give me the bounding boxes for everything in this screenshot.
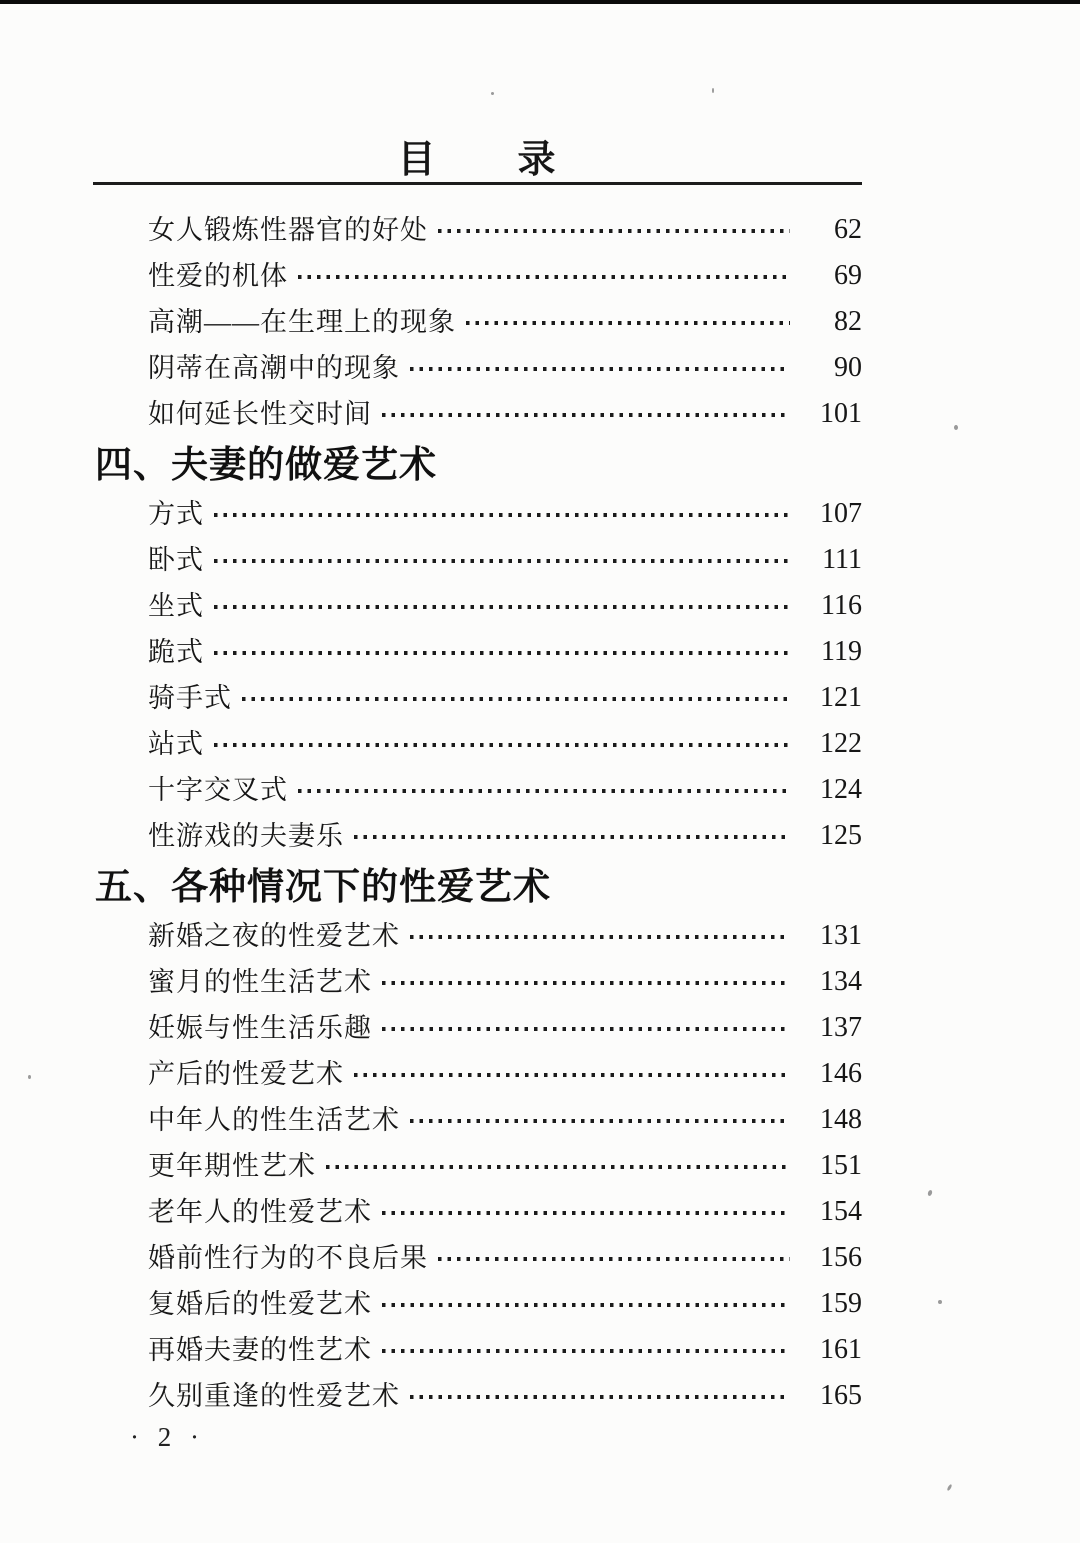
toc-entry-page: 82 — [834, 306, 862, 337]
toc-entry-title: 高潮——在生理上的现象 — [148, 307, 456, 337]
toc-entry-page: 134 — [820, 966, 862, 997]
toc-entry-page: 69 — [834, 260, 862, 291]
section-heading: 四、夫妻的做爱艺术 — [95, 444, 437, 485]
dot-leader — [410, 935, 790, 939]
toc-entry — [148, 767, 862, 813]
toc-entry-page: 116 — [821, 590, 862, 621]
toc-entry — [148, 913, 862, 959]
toc-entry-page: 161 — [820, 1334, 862, 1365]
toc-entry-page: 154 — [820, 1196, 862, 1227]
toc-entry-title: 方式 — [148, 499, 204, 529]
toc-entry-title: 跪式 — [148, 637, 204, 667]
toc-entry-page: 165 — [820, 1380, 862, 1411]
scan-speck — [491, 92, 494, 95]
toc-entry-page: 90 — [834, 352, 862, 383]
toc-entry — [148, 391, 862, 437]
dot-leader — [214, 513, 790, 517]
toc-entry-page: 122 — [820, 728, 862, 759]
toc-entry — [148, 813, 862, 859]
toc-entry — [148, 207, 862, 253]
dot-leader — [382, 1349, 790, 1353]
toc-entry-page: 159 — [820, 1288, 862, 1319]
toc-entry-page: 156 — [820, 1242, 862, 1273]
toc-entry-title: 久别重逢的性爱艺术 — [148, 1381, 400, 1411]
toc-entry-title: 女人锻炼性器官的好处 — [148, 215, 428, 245]
toc-entry-page: 137 — [820, 1012, 862, 1043]
scan-speck — [28, 1075, 31, 1079]
toc-entry-title: 性爱的机体 — [148, 261, 288, 291]
toc-entry — [148, 345, 862, 391]
dot-leader — [410, 1119, 790, 1123]
scan-speck — [712, 88, 714, 93]
toc-entry-page: 131 — [820, 920, 862, 951]
dot-leader — [466, 321, 790, 325]
toc-sections — [93, 185, 862, 1419]
section-heading: 五、各种情况下的性爱艺术 — [95, 866, 551, 907]
toc-entry — [148, 253, 862, 299]
toc-entry — [148, 1281, 862, 1327]
toc-entry-page: 151 — [820, 1150, 862, 1181]
toc-entry-title: 性游戏的夫妻乐 — [148, 821, 344, 851]
scan-speck — [946, 1484, 952, 1492]
dot-leader — [214, 559, 790, 563]
toc-entry-title: 再婚夫妻的性艺术 — [148, 1335, 372, 1365]
page-number: · 2 · — [130, 1422, 205, 1452]
dot-leader — [382, 981, 790, 985]
dot-leader — [298, 789, 790, 793]
dot-leader — [214, 605, 790, 609]
toc-entry-title: 产后的性爱艺术 — [148, 1059, 344, 1089]
toc-entry-title: 中年人的性生活艺术 — [148, 1105, 400, 1135]
toc-entry-page: 101 — [820, 398, 862, 429]
dot-leader — [214, 743, 790, 747]
page-title: 目 录 — [397, 139, 558, 181]
toc-entry-title: 站式 — [148, 729, 204, 759]
dot-leader — [354, 1073, 790, 1077]
scan-edge-bar — [0, 0, 1080, 4]
toc-entry-title: 新婚之夜的性爱艺术 — [148, 921, 400, 951]
toc-entry-page: 148 — [820, 1104, 862, 1135]
toc-entry-title: 更年期性艺术 — [148, 1151, 316, 1181]
dot-leader — [382, 1211, 790, 1215]
toc-entry-title: 复婚后的性爱艺术 — [148, 1289, 372, 1319]
toc-entry-title: 如何延长性交时间 — [148, 399, 372, 429]
toc-content — [93, 138, 862, 1419]
scan-speck — [938, 1300, 942, 1304]
toc-entry-page: 121 — [820, 682, 862, 713]
toc-entry-title: 坐式 — [148, 591, 204, 621]
toc-entry — [148, 1235, 862, 1281]
dot-leader — [354, 835, 790, 839]
toc-entry-title: 婚前性行为的不良后果 — [148, 1243, 428, 1273]
toc-entry — [148, 1189, 862, 1235]
toc-entry — [148, 1005, 862, 1051]
dot-leader — [382, 1027, 790, 1031]
toc-entry-title: 老年人的性爱艺术 — [148, 1197, 372, 1227]
toc-entry — [148, 629, 862, 675]
toc-entry — [148, 1097, 862, 1143]
toc-entry-page: 62 — [834, 214, 862, 245]
toc-entry — [148, 583, 862, 629]
dot-leader — [298, 275, 790, 279]
toc-entry — [148, 959, 862, 1005]
toc-entry-title: 阴蒂在高潮中的现象 — [148, 353, 400, 383]
toc-entry — [148, 491, 862, 537]
toc-entry — [148, 1051, 862, 1097]
dot-leader — [438, 229, 790, 233]
toc-entry-page: 124 — [820, 774, 862, 805]
toc-entry-title: 骑手式 — [148, 683, 232, 713]
toc-entry — [148, 675, 862, 721]
dot-leader — [382, 1303, 790, 1307]
toc-entry — [148, 299, 862, 345]
scan-speck — [954, 425, 958, 430]
toc-entry-page: 111 — [822, 544, 862, 575]
dot-leader — [214, 651, 790, 655]
toc-entry — [148, 721, 862, 767]
toc-entry-title: 卧式 — [148, 545, 204, 575]
toc-entry-page: 119 — [821, 636, 862, 667]
toc-entry-title: 十字交叉式 — [148, 775, 288, 805]
toc-entry — [148, 537, 862, 583]
dot-leader — [382, 413, 790, 417]
toc-entry — [148, 1143, 862, 1189]
toc-entry — [148, 1327, 862, 1373]
toc-entry-page: 125 — [820, 820, 862, 851]
dot-leader — [438, 1257, 790, 1261]
toc-entry — [148, 1373, 862, 1419]
toc-entry-title: 妊娠与性生活乐趣 — [148, 1013, 372, 1043]
dot-leader — [242, 697, 790, 701]
dot-leader — [410, 367, 790, 371]
dot-leader — [326, 1165, 790, 1169]
toc-entry-page: 146 — [820, 1058, 862, 1089]
scan-speck — [927, 1189, 933, 1196]
toc-entry-title: 蜜月的性生活艺术 — [148, 967, 372, 997]
toc-entry-page: 107 — [820, 498, 862, 529]
dot-leader — [410, 1395, 790, 1399]
